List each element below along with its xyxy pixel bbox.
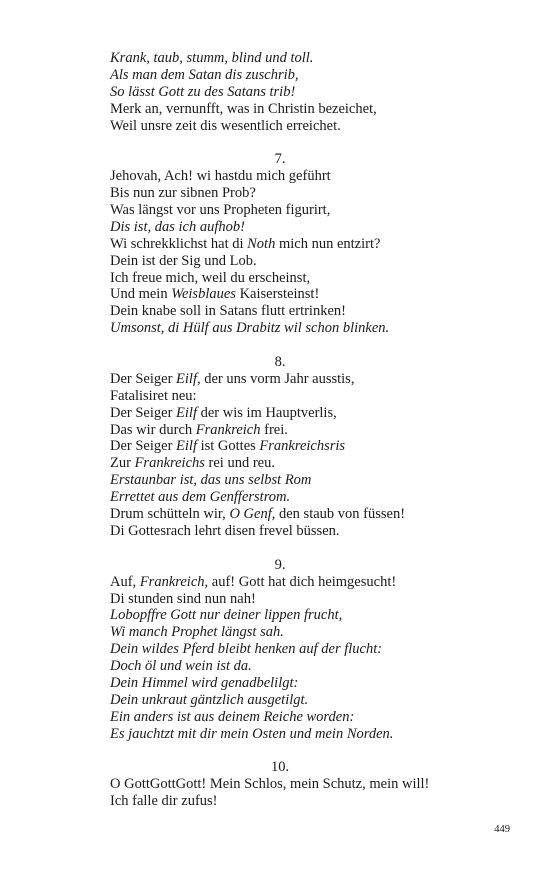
roman-text: Was längst vor uns Propheten figurirt, [110, 202, 331, 219]
stanza-number: 10. [270, 759, 290, 776]
italic-text: Lobopffre Gott nur deiner lippen frucht, [110, 607, 343, 624]
roman-text: Kaisersteinst! [235, 286, 320, 303]
verse-line [110, 658, 450, 675]
roman-text: Ich falle dir zufus! [110, 793, 218, 810]
italic-text: Doch öl und wein ist da. [110, 658, 252, 675]
verse-line [110, 624, 450, 641]
verse-line [110, 506, 450, 523]
stanza-number: 7. [274, 151, 286, 168]
verse-line [110, 118, 450, 135]
italic-text: Noth [247, 235, 276, 252]
italic-text: Eilf [176, 404, 197, 421]
italic-text: Umsonst, di Hülf aus Drabitz wil schon blinken. [110, 320, 390, 337]
roman-text: Auf, [110, 573, 140, 590]
stanza-gap [110, 540, 450, 557]
roman-text: Ich freue mich, weil du erscheinst, [110, 269, 311, 286]
verse-line [110, 405, 450, 422]
italic-text: Frankreich [195, 421, 261, 438]
roman-text: Der Seiger [110, 438, 177, 455]
roman-text: Dein ist der Sig und Lob. [110, 252, 257, 269]
stanza-gap [110, 743, 450, 760]
verse-line [110, 185, 450, 202]
verse-line [110, 388, 450, 405]
roman-text: der wis im Hauptverlis, [196, 404, 337, 421]
verse-line [110, 202, 450, 219]
verse-line [110, 709, 450, 726]
roman-text: den staub von füssen! [275, 506, 406, 523]
italic-text: Frankreichs [134, 455, 205, 472]
roman-text: der uns vorm Jahr ausstis, [200, 370, 355, 387]
roman-text: ist Gottes [196, 438, 260, 455]
verse-line [110, 489, 450, 506]
verse-line [110, 523, 450, 540]
italic-text: Krank, taub, stumm, blind und toll. [110, 50, 314, 66]
verse-line [110, 675, 450, 692]
verse-line [110, 726, 450, 743]
italic-text: Weisblaues [171, 286, 236, 303]
stanza-gap [110, 134, 450, 151]
roman-text: Di stunden sind nun nah! [110, 590, 256, 607]
roman-text: Drum schütteln wir, [110, 506, 230, 523]
verse-line [110, 67, 450, 84]
roman-text: Das wir durch [110, 421, 196, 438]
verse-line [110, 219, 450, 236]
verse-line [110, 168, 450, 185]
italic-text: Wi manch Prophet längst sah. [110, 624, 284, 641]
roman-text: Bis nun zur sibnen Prob? [110, 185, 256, 202]
stanza-number: 9. [274, 556, 286, 573]
roman-text: Di Gottesrach lehrt disen frevel büssen. [110, 522, 340, 539]
roman-text: Dein knabe soll in Satans flutt ertrinken! [110, 303, 346, 320]
page-number: 449 [494, 824, 510, 835]
verse-line [110, 472, 450, 489]
poem-body [110, 50, 450, 810]
roman-text: mich nun entzirt? [275, 235, 381, 252]
verse-line [110, 641, 450, 658]
verse-line [110, 84, 450, 101]
roman-text: O GottGottGott! Mein Schlos, mein Schutz, mein will! [110, 776, 430, 793]
roman-text: rei und reu. [204, 455, 275, 472]
stanza-gap [110, 337, 450, 354]
italic-text: Errettet aus dem Genfferstrom. [110, 489, 291, 506]
verse-line [110, 793, 450, 810]
verse-line [110, 303, 450, 320]
roman-text: auf! Gott hat dich heimgesucht! [208, 573, 397, 590]
verse-line [110, 320, 450, 337]
verse-line [110, 236, 450, 253]
italic-text: Dein Himmel wird genadbelilgt: [110, 674, 299, 691]
stanza-number: 8. [274, 354, 286, 371]
verse-line [110, 270, 450, 287]
italic-text: Eilf [176, 438, 197, 455]
italic-text: O Genf, [229, 506, 276, 523]
verse-line [110, 253, 450, 270]
verse-line [110, 101, 450, 118]
roman-text: Der Seiger [110, 404, 177, 421]
italic-text: Es jauchtzt mit dir mein Osten und mein Norden. [110, 725, 394, 742]
roman-text: Merk an, vernunfft, was in Christin bezeichet, [110, 100, 377, 117]
italic-text: Dein unkraut gäntzlich ausgetilgt. [110, 691, 309, 708]
roman-text: frei. [260, 421, 288, 438]
verse-line [110, 776, 450, 793]
verse-line [110, 50, 450, 67]
italic-text: So lässt Gott zu des Satans trib! [110, 83, 296, 100]
italic-text: Dis ist, das ich aufhob! [110, 218, 245, 235]
verse-line [110, 286, 450, 303]
verse-line [110, 607, 450, 624]
roman-text: Fatalisiret neu: [110, 387, 197, 404]
italic-text: Dein wildes Pferd bleibt henken auf der flucht: [110, 641, 383, 658]
italic-text: Erstaunbar ist, das uns selbst Rom [110, 472, 312, 489]
verse-line [110, 692, 450, 709]
roman-text: Und mein [110, 286, 172, 303]
roman-text: Zur [110, 455, 135, 472]
italic-text: Frankreichsris [259, 438, 346, 455]
italic-text: Frankreich, [139, 573, 209, 590]
roman-text: Weil unsre zeit dis wesentlich erreichet. [110, 117, 341, 134]
italic-text: Ein anders ist aus deinem Reiche worden: [110, 708, 355, 725]
verse-line [110, 438, 450, 455]
roman-text: Der Seiger [110, 370, 177, 387]
italic-text: Eilf, [176, 370, 201, 387]
verse-line [110, 591, 450, 608]
roman-text: Wi schrekklichst hat di [110, 235, 248, 252]
verse-line [110, 455, 450, 472]
verse-line [110, 371, 450, 388]
verse-line [110, 422, 450, 439]
verse-line [110, 574, 450, 591]
italic-text: Als man dem Satan dis zuschrib, [110, 66, 299, 83]
roman-text: Jehovah, Ach! wi hastdu mich geführt [110, 168, 331, 185]
